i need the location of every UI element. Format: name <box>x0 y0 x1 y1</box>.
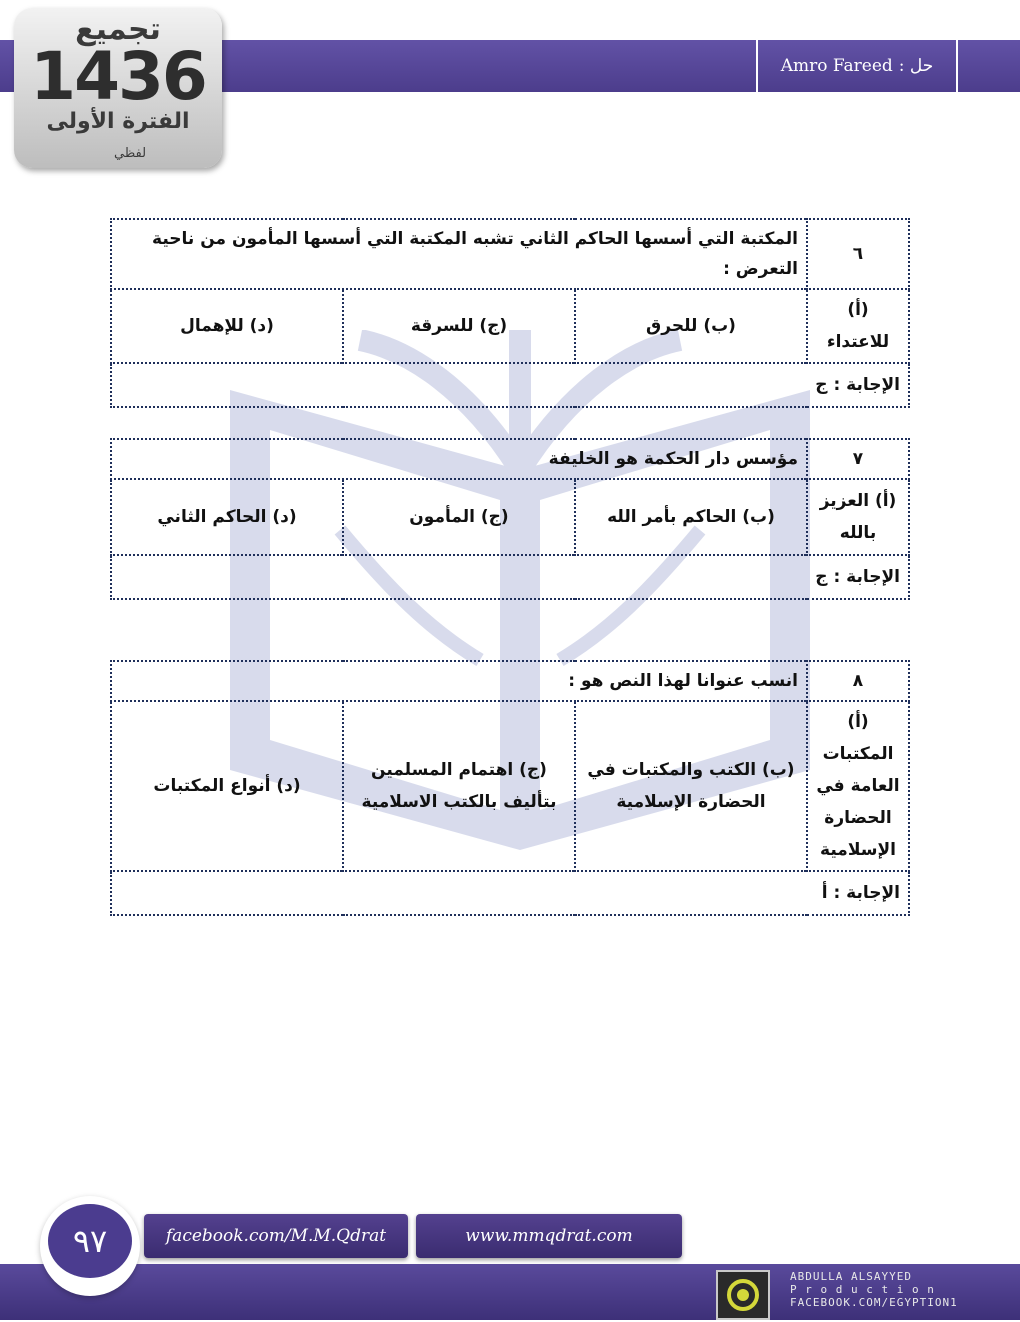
production-credit <box>790 1270 958 1309</box>
option-b: (ب) الكتب والمكتبات في الحضارة الإسلامية <box>575 701 807 871</box>
page-number: ٩٧ <box>48 1204 132 1278</box>
logo-section: لفظي <box>114 146 147 161</box>
option-d: (د) للإهمال <box>111 289 343 363</box>
logo-period: الفترة الأولى <box>46 109 190 134</box>
option-c: (ج) للسرقة <box>343 289 575 363</box>
option-a: (أ) العزيز بالله <box>807 479 909 555</box>
question-table-7 <box>110 438 910 600</box>
option-d: (د) الحاكم الثاني <box>111 479 343 555</box>
solver-name: Amro Fareed <box>780 56 893 76</box>
option-c: (ج) المأمون <box>343 479 575 555</box>
header-divider <box>756 40 758 92</box>
website-link[interactable]: www.mmqdrat.com <box>416 1214 682 1258</box>
option-b: (ب) للحرق <box>575 289 807 363</box>
production-logo-icon <box>716 1270 770 1320</box>
option-a: (أ) للاعتداء <box>807 289 909 363</box>
option-d: (د) أنواع المكتبات <box>111 701 343 871</box>
question-stem: مؤسس دار الحكمة هو الخليفة <box>111 439 807 479</box>
question-table-6 <box>110 218 910 408</box>
answer-line: الإجابة : ج <box>111 555 909 599</box>
option-a: (أ) المكتبات العامة في الحضارة الإسلامية <box>807 701 909 871</box>
page-number-badge <box>40 1196 140 1296</box>
question-number: ٨ <box>807 661 909 701</box>
solver-credit <box>760 40 954 92</box>
question-stem: انسب عنوانا لهذا النص هو : <box>111 661 807 701</box>
answer-line: الإجابة : أ <box>111 871 909 915</box>
question-number: ٦ <box>807 219 909 289</box>
question-stem: المكتبة التي أسسها الحاكم الثاني تشبه المكتبة التي أسسها المأمون من ناحية التعرض : <box>111 219 807 289</box>
collection-logo <box>14 8 222 168</box>
solver-label: حل : <box>898 56 934 76</box>
question-table-8 <box>110 660 910 916</box>
brand-facebook: FACEBOOK.COM/EGYPTION1 <box>790 1296 958 1309</box>
logo-year: 1436 <box>30 38 206 115</box>
option-c: (ج) اهتمام المسلمين بتأليف بالكتب الاسلامية <box>343 701 575 871</box>
answer-line: الإجابة : ج <box>111 363 909 407</box>
question-number: ٧ <box>807 439 909 479</box>
facebook-link[interactable]: facebook.com/M.M.Qdrat <box>144 1214 408 1258</box>
header-divider <box>956 40 958 92</box>
logo-title: تجميع <box>75 12 161 47</box>
brand-name: ABDULLA ALSAYYED <box>790 1270 912 1283</box>
brand-subtitle: P r o d u c t i o n <box>790 1283 935 1296</box>
option-b: (ب) الحاكم بأمر الله <box>575 479 807 555</box>
